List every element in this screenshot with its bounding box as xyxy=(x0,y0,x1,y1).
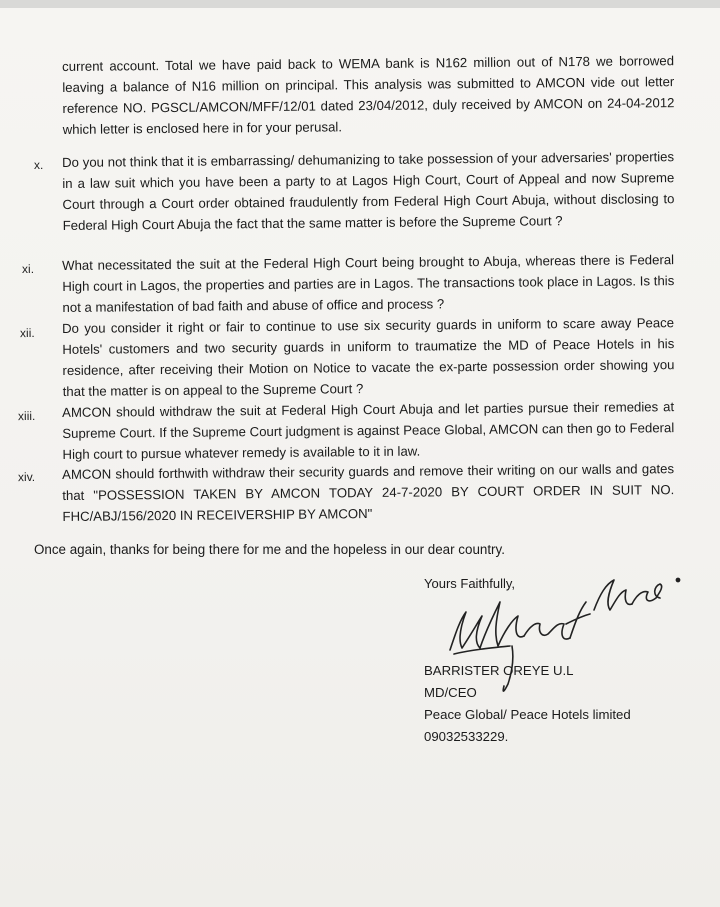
item-number: xiv. xyxy=(17,469,36,485)
item-text: Do you consider it right or fair to continue to use six security guards in uniform to scare away Peace Hotels' customers and two security guards in uniform to traumatize the MD of Peace Hotels in his residence, after receiving their Motion on Notice to vacate the ex-parte possession order showing you that the matter is on appeal to the Supreme Court ? xyxy=(62,315,675,399)
item-text: AMCON should withdraw the suit at Federal High Court Abuja and let parties pursue their remedies at Supreme Court. If the Supreme Court judgment is against Peace Global, AMCON can then go to Federal High court to pursue whatever remedy is available to it in law. xyxy=(62,399,675,462)
signer-name: BARRISTER OREYE U.L xyxy=(424,663,574,678)
item-number: xi. xyxy=(21,261,35,277)
closing-line: Once again, thanks for being there for me and the hopeless in our dear country. xyxy=(34,542,505,557)
item-text: AMCON should forthwith withdraw their security guards and remove their writing on our walls and gates that "POSSESSION TAKEN BY AMCON TODAY 24-7-2020 BY COURT ORDER IN SUIT NO. FHC/ABJ/156/2020 IN RECEIVERSHIP BY AMCON" xyxy=(62,461,675,524)
intro-paragraph: current account. Total we have paid back to WEMA bank is N162 million out of N178 we borrowed leaving a balance of N16 million on principal. This analysis was submitted to AMCON vide out letter reference NO. PGSCL/AMCON/MFF/12/01 dated 23/04/2012, duly received by AMCON on 24-04-2012 which letter is enclosed here in for your perusal. xyxy=(62,53,675,137)
item-text: What necessitated the suit at the Federal High Court being brought to Abuja, whereas there is Federal High court in Lagos, the properties and parties are in Lagos. The transactions took place in Lagos. Is this not a manifestation of bad faith and abuse of office and process ? xyxy=(62,252,675,315)
salutation: Yours Faithfully, xyxy=(424,576,516,591)
item-number: xiii. xyxy=(17,408,36,424)
item-number: x. xyxy=(33,157,44,173)
top-border xyxy=(0,0,720,8)
company-name: Peace Global/ Peace Hotels limited xyxy=(424,707,631,722)
item-number: xii. xyxy=(19,325,35,341)
signature-block xyxy=(424,660,631,748)
item-text: Do you not think that it is embarrassing/ dehumanizing to take possession of your adversaries' properties in a law suit which you have been a party to at Lagos High Court, Court of Appeal and now Supreme Court through a Court order obtained fraudulently from Federal High Court Abuja, without disclosing to Federal High Court Abuja the fact that the same matter is before the Supreme Court ? xyxy=(62,149,675,233)
signer-title: MD/CEO xyxy=(424,685,477,700)
phone-number: 09032533229. xyxy=(424,729,509,744)
